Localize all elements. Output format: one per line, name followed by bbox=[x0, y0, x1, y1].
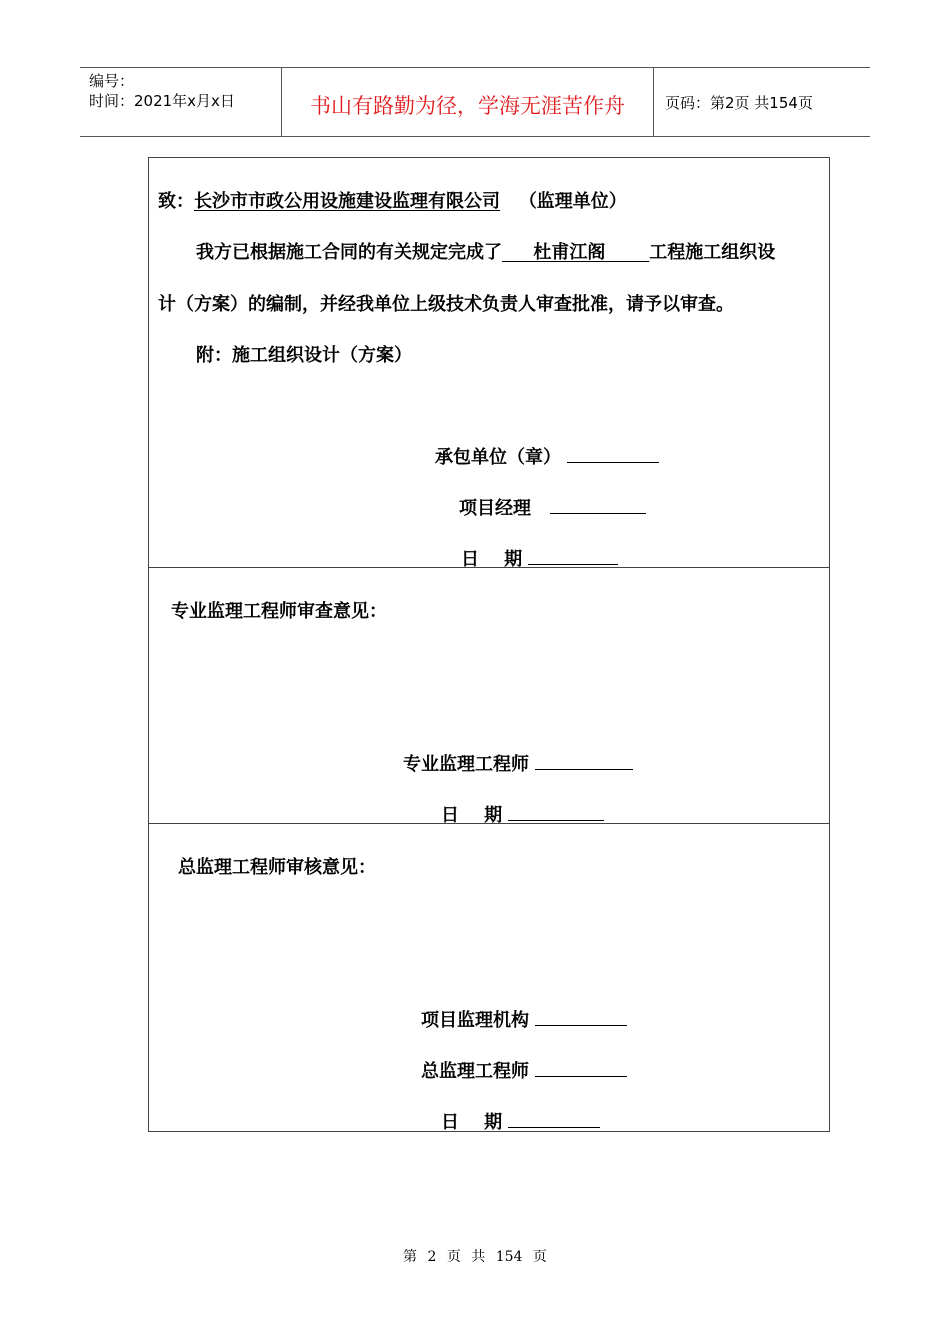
contractor-date-line bbox=[461, 545, 618, 571]
date-label: 日 期 bbox=[461, 549, 523, 570]
chief-date-line bbox=[441, 1108, 600, 1134]
contractor-signature-line bbox=[435, 443, 659, 469]
addressee-suffix: （监理单位） bbox=[518, 191, 627, 212]
header-meta bbox=[89, 71, 235, 111]
header-motto: 书山有路勤为径，学海无涯苦作舟 bbox=[310, 94, 625, 118]
org-label: 项目监理机构 bbox=[421, 1010, 529, 1031]
org-blank[interactable] bbox=[535, 1011, 627, 1026]
doc-time-label: 时间：2021年x月x日 bbox=[89, 92, 235, 110]
contractor-date-blank[interactable] bbox=[528, 550, 618, 565]
page-header bbox=[80, 67, 870, 137]
statement-start: 我方已根据施工合同的有关规定完成了 bbox=[196, 242, 502, 263]
header-page-info: 页码：第2页 共154页 bbox=[665, 94, 813, 112]
addressee-company: 长沙市市政公用设施建设监理有限公司 bbox=[194, 191, 500, 212]
contractor-blank[interactable] bbox=[567, 448, 659, 463]
date-label: 日 期 bbox=[441, 1112, 503, 1133]
addressee-line bbox=[158, 187, 627, 213]
engineer-signature-line bbox=[403, 750, 633, 776]
engineer-date-line bbox=[441, 801, 604, 827]
manager-signature-line bbox=[459, 494, 646, 520]
manager-blank[interactable] bbox=[550, 499, 646, 514]
attachment-line: 附：施工组织设计（方案） bbox=[196, 345, 412, 366]
page-footer: 第 2 页 共 154 页 bbox=[403, 1249, 547, 1265]
statement-line-1 bbox=[196, 238, 775, 264]
chief-date-blank[interactable] bbox=[508, 1113, 600, 1128]
engineer-label: 专业监理工程师 bbox=[403, 754, 529, 775]
engineer-date-blank[interactable] bbox=[508, 806, 604, 821]
chief-blank[interactable] bbox=[535, 1062, 627, 1077]
review-form-table bbox=[148, 157, 830, 1132]
contractor-label: 承包单位（章） bbox=[435, 447, 561, 468]
date-label: 日 期 bbox=[441, 805, 503, 826]
project-name: 杜甫江阁 bbox=[533, 242, 606, 263]
doc-number-label: 编号： bbox=[89, 72, 135, 90]
engineer-review-title: 专业监理工程师审查意见： bbox=[171, 601, 387, 622]
addressee-prefix: 致： bbox=[158, 191, 194, 212]
engineer-blank[interactable] bbox=[535, 755, 633, 770]
chief-review-title: 总监理工程师审核意见： bbox=[178, 857, 376, 878]
org-signature-line bbox=[421, 1006, 627, 1032]
project-name-field bbox=[502, 242, 649, 263]
manager-label: 项目经理 bbox=[459, 498, 531, 519]
chief-label: 总监理工程师 bbox=[421, 1061, 529, 1082]
statement-end: 工程施工组织设 bbox=[649, 242, 776, 263]
statement-line-2: 计（方案）的编制，并经我单位上级技术负责人审查批准，请予以审查。 bbox=[158, 294, 734, 315]
chief-signature-line bbox=[421, 1057, 627, 1083]
